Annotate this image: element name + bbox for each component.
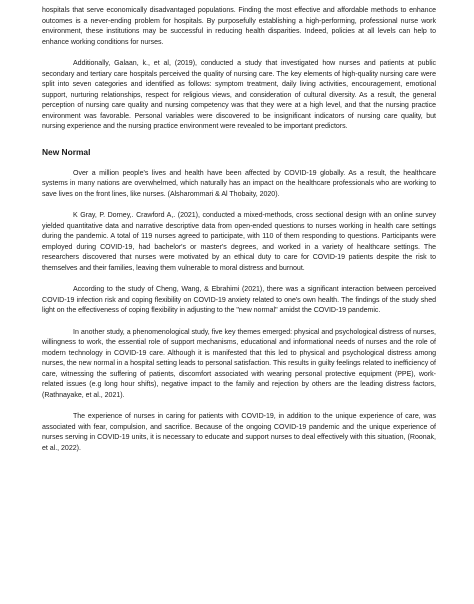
- paragraph-spacer: [42, 401, 436, 412]
- paragraph-spacer: [42, 274, 436, 285]
- paragraph-phenomenological-study: In another study, a phenomenological study, five key themes emerged: physical and psychological distress of nurses, willingness to work, the essential role of support mechanisms, educational and informational needs of nurses and the role of modern technology in COVID-19 care. Although it is manifested that this led to physical and psychological distress among nurses, the new normal in a hospital setting leads to personal satisfaction. This results in guilty feelings related to inefficiency of care, witnessing the suffering of patients, discomfort associated with wearing personal protective equipment (PPE), work-related issues (e.g long hour shifts), negative impact to the family and rejection by others are the leading distress factors, (Rathnayake, et al., 2021).: [42, 328, 436, 399]
- section-heading-new-normal: New Normal: [42, 146, 91, 157]
- paragraph-spacer: [42, 317, 436, 328]
- paragraph-gray-study: K Gray, P. Dorney,. Crawford A,. (2021), conducted a mixed-methods, cross sectional design with an online survey yielded quantitative data and narrative descriptive data from open-ended questions to nurses working in health care settings during the pandemic. A total of 119 nurses agreed to participate, with 110 of them responding to questions. Participants were employed during COVID-19, had bachelor's or master's degrees, and worked in a variety of healthcare settings. The researchers discovered that nurses were motivated by an ethical duty to care for COVID-19 patients despite the risk to themselves and their families, leaving them vulnerable to moral distress and burnout.: [42, 212, 436, 272]
- section-spacer: [42, 133, 436, 147]
- document-page: [42, 6, 436, 454]
- paragraph-covid-impact: Over a million people's lives and health have been affected by COVID-19 globally. As a result, the healthcare systems in many nations are overwhelmed, which naturally has an impact on the healthcare professionals who are working to save lives on the front lines, like nurses. (Alsharommari & Al Thobaity, 2020).: [42, 169, 436, 198]
- paragraph-nurse-experience: The experience of nurses in caring for patients with COVID-19, in addition to the unique experience of care, was associated with fear, compulsion, and sacrifice. Because of the ongoing COVID-19 pandemic and the unique experience of nurses serving in COVID-19 units, it is necessary to educate and support nurses to deal effectively with this situation, (Roonak, et al., 2022).: [42, 413, 436, 452]
- paragraph-spacer: [42, 200, 436, 211]
- heading-spacer: [42, 158, 436, 169]
- paragraph-spacer: [42, 48, 436, 59]
- paragraph-cheng-study: According to the study of Cheng, Wang, & Ebrahimi (2021), there was a significant interaction between perceived COVID-19 infection risk and coping flexibility on COVID-19 anxiety related to one's own health. The findings of the study shed light on the effectiveness of coping flexibility in adjusting to the "new normal" amidst the COVID-19 pandemic.: [42, 286, 436, 314]
- paragraph-galaan-study: Additionally, Galaan, k., et al, (2019), conducted a study that investigated how nurses and patients at public secondary and tertiary care hospitals perceived the quality of nursing care. The key elements of high-quality nursing care were split into seven categories and identified as follows: symptom treatment, daily living activities, encouragement, emotional support, nurturing relationships, respect for religious views, and consideration of cultural diversity. As a result, the general perception of nursing care quality and nursing competency was that they were at a high level, and that the nursing practice environment was favorable. Personal variables were discovered to be insignificant indicators of nursing care quality, but nursing experience and the nursing practice environment were revealed to be important predictors.: [42, 60, 436, 130]
- paragraph-hospitals: hospitals that serve economically disadvantaged populations. Finding the most effective and affordable methods to enhance outcomes is a never-ending problem for hospitals. By purposefully establishing a high-performing, professional nurse work environment, these institutions may be successful in reducing health disparities. Indeed, policies at all levels can help to enhance working conditions for nurses.: [42, 7, 436, 46]
